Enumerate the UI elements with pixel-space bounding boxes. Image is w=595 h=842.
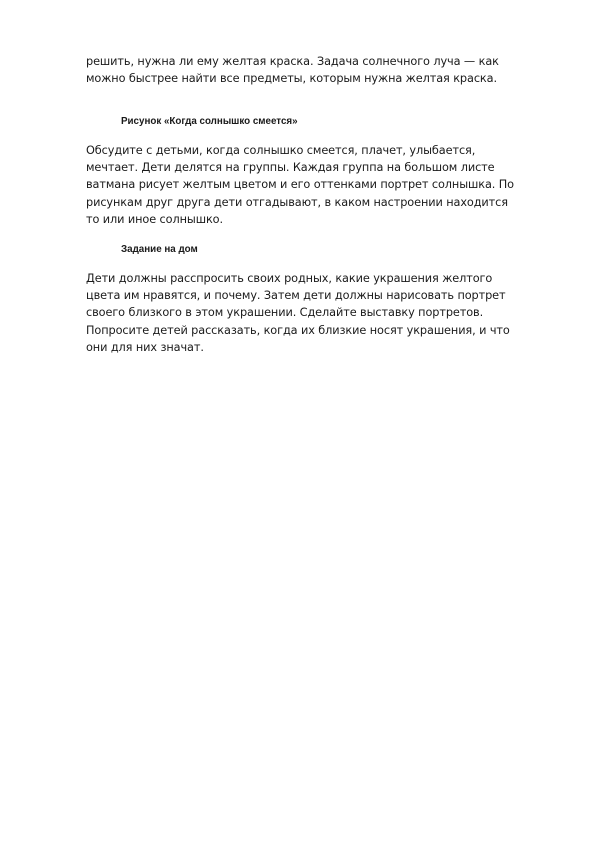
paragraph-line: цвета им нравятся, и почему. Затем дети должны нарисовать портрет xyxy=(86,289,506,303)
paragraph-line: Обсудите с детьми, когда солнышко смеется, плачет, улыбается, xyxy=(86,144,476,157)
paragraph-line: мечтает. Дети делятся на группы. Каждая группа на большом листе xyxy=(86,161,495,175)
intro-line: можно быстрее найти все предметы, которым нужна желтая краска. xyxy=(86,72,497,86)
paragraph-line: Дети должны расспросить своих родных, какие украшения желтого xyxy=(86,272,493,285)
paragraph-line: ватмана рисует желтым цветом и его оттенками портрет солнышка. По xyxy=(86,178,514,192)
paragraph-line: рисункам друг друга дети отгадывают, в каком настроении находится xyxy=(86,195,508,209)
paragraph-line: то или иное солнышко. xyxy=(86,212,223,226)
intro-line: решить, нужна ли ему желтая краска. Задача солнечного луча — как xyxy=(86,55,499,68)
section-drawing-paragraph xyxy=(86,142,546,228)
intro-paragraph xyxy=(86,53,546,87)
paragraph-line: Попросите детей рассказать, когда их близкие носят украшения, и что xyxy=(86,323,510,337)
paragraph-line: своего близкого в этом украшении. Сделайте выставку портретов. xyxy=(86,306,484,320)
section-heading-drawing: Рисунок «Когда солнышко смеется» xyxy=(121,116,298,127)
paragraph-line: они для них значат. xyxy=(86,340,204,354)
section-homework-paragraph xyxy=(86,270,546,356)
section-heading-homework: Задание на дом xyxy=(121,244,198,255)
